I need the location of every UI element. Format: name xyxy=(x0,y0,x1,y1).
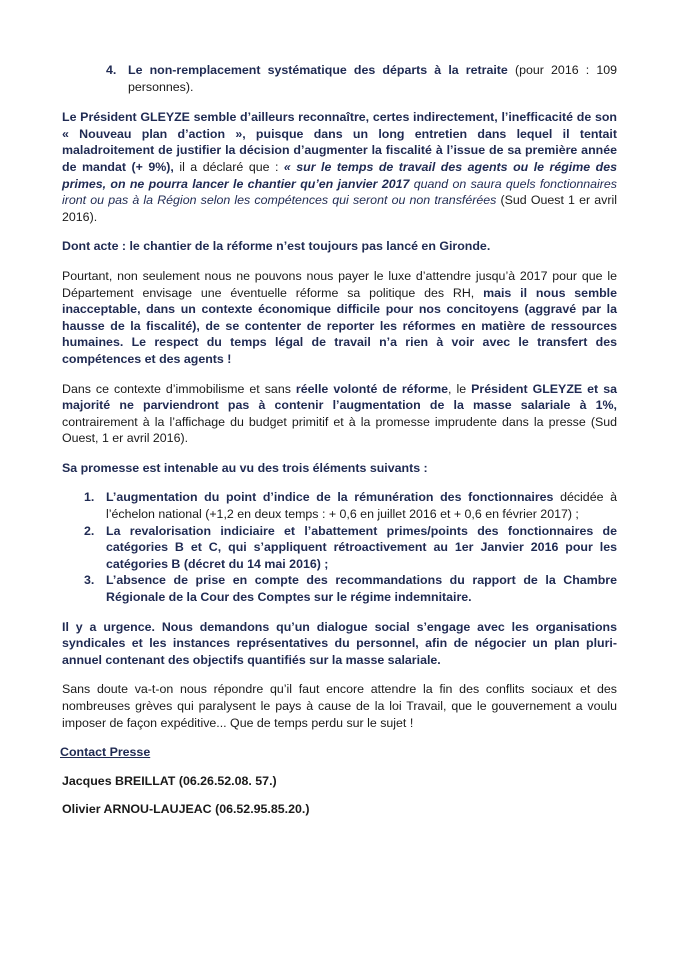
contact-section xyxy=(62,744,617,818)
list-item: 3. L’absence de prise en compte des recommandations du rapport de la Chambre Régionale de la Cour des Comptes sur le régime indemnitaire. xyxy=(84,573,617,605)
paragraph-dont-acte: Dont acte : le chantier de la réforme n’est toujours pas lancé en Gironde. xyxy=(62,239,491,254)
elements-list xyxy=(84,489,617,605)
list-item-text: (pour 2016 : 109 personnes). xyxy=(128,63,617,94)
contact-person: Olivier ARNOU-LAUJEAC (06.52.95.85.20.) xyxy=(62,802,310,817)
paragraph-president-quote: Le Président GLEYZE semble d’ailleurs reconnaître, certes indirectement, l’inefficacité de son « Nouveau plan d’action », puisque dans un long entretien dans lequel il tentait maladroitement de justifier la décision d’augmenter la fiscalité à l’issue de sa première année de mandat (+ 9%), il a déclaré que : « sur le temps de travail des agents ou le régime des primes, on ne pourra lancer le chantier qu’en janvier 2017 quand on saura quels fonctionnaires iront ou pas à la Région selon les compétences qui seront ou non transférées (Sud Ouest 1 er avril 2016). xyxy=(62,110,617,224)
paragraph-sans-doute: Sans doute va-t-on nous répondre qu’il faut encore attendre la fin des conflits sociaux et des nombreuses grèves qui paralysent le pays à cause de la loi Travail, que le gouvernement a voulu imposer de façon expéditive... Que de temps perdu sur le sujet ! xyxy=(62,682,617,730)
contact-person: Jacques BREILLAT (06.26.52.08. 57.) xyxy=(62,773,277,788)
list-number: 4. xyxy=(106,63,117,77)
paragraph-pourtant: Pourtant, non seulement nous ne pouvons nous payer le luxe d’attendre jusqu’à 2017 pour que le Département envisage une éventuelle réforme sa politique des RH, mais il nous semble inacceptable, dans un contexte économique difficile pour nos concitoyens (aggravé par la hausse de la fiscalité), de se contenter de reporter les réformes en matière de ressources humaines. Le respect du temps légal de travail n’a rien à voir avec le transfert des compétences et des agents ! xyxy=(62,268,617,366)
document-page xyxy=(62,62,617,830)
contact-title: Contact Presse xyxy=(60,745,151,760)
list-item-bold-text: Le non-remplacement systématique des départs à la retraite xyxy=(128,63,508,77)
paragraph-promesse: Sa promesse est intenable au vu des trois éléments suivants : xyxy=(62,460,428,475)
paragraph-urgence: Il y a urgence. Nous demandons qu’un dialogue social s’engage avec les organisations syndicales et les instances représentatives du personnel, afin de négocier un plan pluri-annuel contenant des objectifs quantifiés sur la masse salariale. xyxy=(62,619,617,667)
paragraph-immobilisme: Dans ce contexte d’immobilisme et sans réelle volonté de réforme, le Président GLEYZE et sa majorité ne parviendront pas à contenir l’augmentation de la masse salariale à 1%, contrairement à la l’affichage du budget primitif et à la promesse imprudente dans la presse (Sud Ouest, 1 er avril 2016). xyxy=(62,381,617,446)
list-item: 2. La revalorisation indiciaire et l’abattement primes/points des fonctionnaires de catégories B et C, qui s’appliquent rétroactivement au 1er Janvier 2016 pour les catégories B (décret du 14 mai 2016) ; xyxy=(84,523,617,571)
list-item: 1. L’augmentation du point d’indice de la rémunération des fonctionnaires décidée à l’échelon national (+1,2 en deux temps : + 0,6 en juillet 2016 et + 0,6 en février 2017) ; xyxy=(84,490,617,522)
list-item-4 xyxy=(106,62,617,95)
